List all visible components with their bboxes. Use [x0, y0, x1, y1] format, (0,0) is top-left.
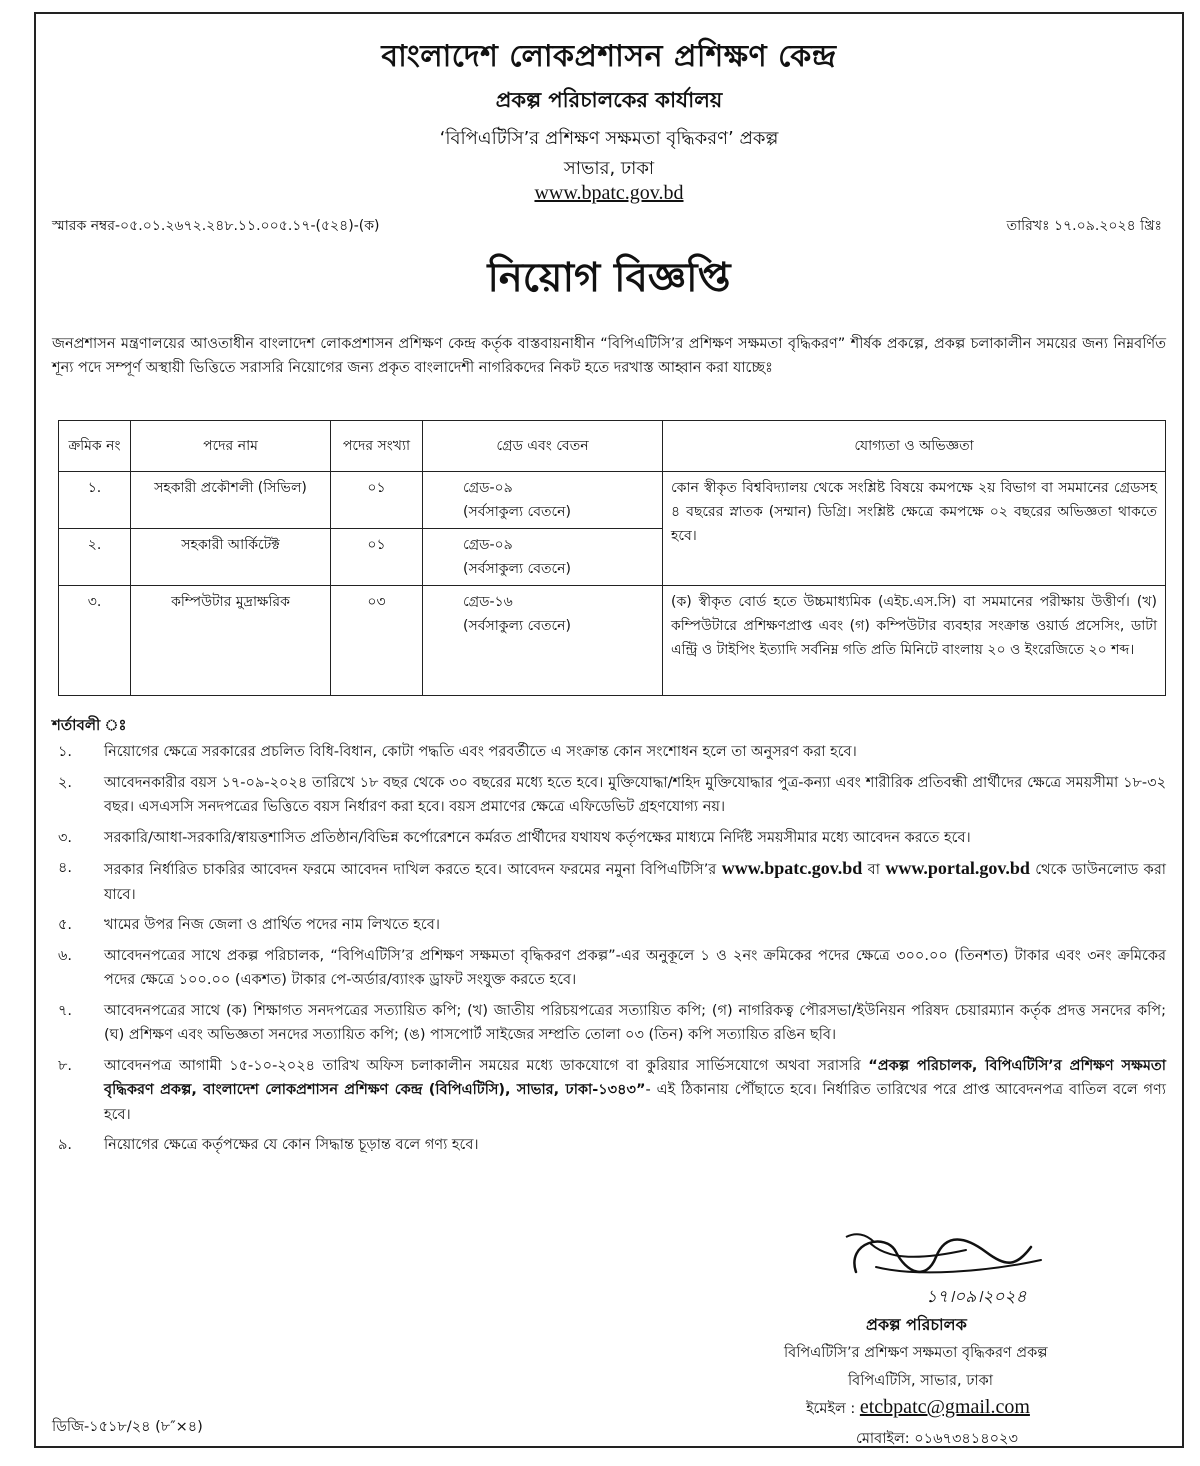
condition-text-part: সরকার নির্ধারিত চাকরির আবেদন ফরমে আবেদন দাখিল করতে হবে। আবেদন ফরমের নমুনা বিপিএটিসি’র: [104, 862, 722, 878]
condition-text: সরকারি/আধা-সরকারি/স্বায়ত্তশাসিত প্রতিষ্ঠান/বিভিন্ন কর্পোরেশনে কর্মরত প্রার্থীদের যথাযথ কর্তৃপক্ষের মাধ্যমে নির্দিষ্ট সময়সীমার মধ্যে আবেদন করতে হবে।: [104, 829, 971, 846]
signatory-mobile: মোবাইল: ০১৬৭৩৪১৪০২৩: [856, 1431, 1018, 1447]
portal-website-link[interactable]: www.portal.gov.bd: [885, 858, 1030, 878]
list-item: [52, 1133, 1166, 1158]
grade-label: গ্রেড-০৯: [463, 480, 513, 496]
memo-number: স্মারক নম্বর-০৫.০১.২৬৭২.২৪৮.১১.০০৫.১৭-(৫২৪)-(ক): [52, 218, 380, 234]
condition-text-part: থেকে ডাউনলোড করা যাবে।: [104, 862, 1166, 903]
condition-number: ৯.: [58, 1137, 73, 1153]
condition-number: ৪.: [58, 860, 73, 876]
condition-number: ১.: [58, 744, 73, 760]
condition-text: খামের উপর নিজ জেলা ও প্রার্থিত পদের নাম লিখতে হবে।: [104, 917, 440, 933]
condition-text-part: - এই ঠিকানায় পৌঁছাতে হবে। নির্ধারিত তারিখের পরে প্রাপ্ত আবেদনপত্র বাতিল বলে গণ্য হবে।: [104, 1082, 1167, 1123]
condition-text: আবেদনপত্রের সাথে প্রকল্প পরিচালক, “বিপিএটিসি’র প্রশিক্ষণ সক্ষমতা বৃদ্ধিকরণ প্রকল্প”-এর অনুকূলে ১ ও ২নং ক্রমিকের পদের ক্ষেত্রে ৩০০.০০ (তিনশত) টাকার এবং ৩নং ক্রমিকের পদের ক্ষেত্রে ১০০.০০ (একশত) টাকার পে-অর্ডার/ব্যাংক ড্রাফট সংযুক্ত করতে হবে।: [104, 947, 1166, 988]
email-link[interactable]: etcbpatc@gmail.com: [859, 1396, 1030, 1418]
header-qualification: যোগ্যতা ও অভিজ্ঞতা: [663, 421, 1166, 472]
condition-number: ৮.: [58, 1057, 73, 1074]
list-item: [52, 1054, 1166, 1128]
list-item: [52, 913, 1166, 938]
signature-image: [816, 1222, 1056, 1312]
list-item: [52, 999, 1166, 1048]
condition-number: ৭.: [58, 1002, 73, 1019]
list-item: [52, 944, 1166, 993]
pay-label: (সর্বসাকুল্য বেতনে): [463, 504, 571, 520]
application-address: “প্রকল্প পরিচালক, বিপিএটিসি’র প্রশিক্ষণ সক্ষমতা বৃদ্ধিকরণ প্রকল্প, বাংলাদেশ লোকপ্রশাসন প্রশিক্ষণ কেন্দ্র (বিপিএটিসি), সাভার, ঢাকা-১৩৪৩”: [104, 1057, 1166, 1098]
signatory-title: প্রকল্প পরিচালক: [866, 1315, 967, 1334]
cell-grade: [423, 529, 663, 586]
vacancy-table: [58, 420, 1166, 696]
grade-label: গ্রেড-১৬: [463, 594, 513, 610]
pay-label: (সর্বসাকুল্য বেতনে): [463, 561, 571, 577]
cell-qualification: (ক) স্বীকৃত বোর্ড হতে উচ্চমাধ্যমিক (এইচ.এস.সি) বা সমমানের পরীক্ষায় উত্তীর্ণ। (খ) কম্পিউটারে প্রশিক্ষণপ্রাপ্ত এবং (গ) কম্পিউটার ব্যবহার সংক্রান্ত ওয়ার্ড প্রসেসিং, ডাটা এন্ট্রি ও টাইপিং ইত্যাদি সর্বনিম্ন গতি প্রতি মিনিটে বাংলায় ২০ ও ইংরেজিতে ২০ শব্দ।: [663, 586, 1166, 696]
signature-date: ১৭।০৯।২০২৪: [926, 1287, 1027, 1307]
condition-text: নিয়োগের ক্ষেত্রে কর্তৃপক্ষের যে কোন সিদ্ধান্ত চূড়ান্ত বলে গণ্য হবে।: [104, 1137, 479, 1153]
signatory-project: বিপিএটিসি’র প্রশিক্ষণ সক্ষমতা বৃদ্ধিকরণ প্রকল্প: [784, 1345, 1048, 1361]
condition-text-part: বা: [862, 862, 886, 878]
cell-post: সহকারী আর্কিটেক্ট: [131, 529, 331, 586]
condition-text: [104, 1054, 1166, 1128]
email-label: ইমেইল :: [806, 1401, 860, 1417]
table-row: [59, 586, 1166, 696]
cell-count: ০৩: [331, 586, 423, 696]
organization-name: বাংলাদেশ লোকপ্রশাসন প্রশিক্ষণ কেন্দ্র: [381, 39, 837, 74]
dg-code: ডিজি-১৫১৮/২৪ (৮″×৪): [52, 1419, 203, 1435]
conditions-heading: শর্তাবলী ঃ: [52, 716, 127, 734]
conditions-list: [52, 740, 1166, 1164]
condition-text-part: আবেদনপত্র আগামী ১৫-১০-২০২৪ তারিখ অফিস চলাকালীন সময়ের মধ্যে ডাকযোগে বা কুরিয়ার সার্ভিসযোগে অথবা সরাসরি: [104, 1057, 869, 1074]
cell-serial: ২.: [59, 529, 131, 586]
condition-number: ৫.: [58, 917, 73, 933]
condition-number: ৩.: [58, 829, 73, 846]
cell-count: ০১: [331, 472, 423, 529]
signatory-place: বিপিএটিসি, সাভার, ঢাকা: [848, 1373, 993, 1389]
cell-serial: ৩.: [59, 586, 131, 696]
cell-grade: [423, 586, 663, 696]
cell-post: সহকারী প্রকৌশলী (সিভিল): [131, 472, 331, 529]
table-row: [59, 472, 1166, 529]
signatory-email: [806, 1396, 1030, 1422]
header-count: পদের সংখ্যা: [331, 421, 423, 472]
grade-label: গ্রেড-০৯: [463, 537, 513, 553]
condition-text: আবেদনকারীর বয়স ১৭-০৯-২০২৪ তারিখে ১৮ বছর থেকে ৩০ বছরের মধ্যে হতে হবে। মুক্তিযোদ্ধা/শহিদ মুক্তিযোদ্ধার পুত্র-কন্যা এবং শারীরিক প্রতিবন্ধী প্রার্থীদের ক্ষেত্রে সময়সীমা ১৮-৩২ বছর। এসএসসি সনদপত্রের ভিত্তিতে বয়স নির্ধারণ করা হবে। বয়স প্রমাণের ক্ষেত্রে এফিডেভিট গ্রহণযোগ্য নয়।: [104, 774, 1166, 815]
pay-label: (সর্বসাকুল্য বেতনে): [463, 618, 571, 634]
header-grade: গ্রেড এবং বেতন: [423, 421, 663, 472]
list-item: [52, 771, 1166, 820]
website-link[interactable]: www.bpatc.gov.bd: [534, 182, 684, 204]
condition-text: নিয়োগের ক্ষেত্রে সরকারের প্রচলিত বিধি-বিধান, কোটা পদ্ধতি এবং পরবর্তীতে এ সংক্রান্ত কোন সংশোধন হলে তা অনুসরণ করা হবে।: [104, 744, 857, 760]
list-item: [52, 826, 1166, 851]
condition-text: আবেদনপত্রের সাথে (ক) শিক্ষাগত সনদপত্রের সত্যায়িত কপি; (খ) জাতীয় পরিচয়পত্রের সত্যায়িত কপি; (গ) নাগরিকত্ব পৌরসভা/ইউনিয়ন পরিষদ চেয়ারম্যান কর্তৃক প্রদত্ত সনদের কপি; (ঘ) প্রশিক্ষণ এবং অভিজ্ঞতা সনদের সত্যায়িত কপি; (ঙ) পাসপোর্ট সাইজের সম্প্রতি তোলা ০৩ (তিন) কপি সত্যায়িত রঙিন ছবি।: [104, 1002, 1166, 1043]
header-post: পদের নাম: [131, 421, 331, 472]
condition-text: [104, 856, 1166, 907]
office-location: সাভার, ঢাকা: [563, 158, 655, 179]
page-title: নিয়োগ বিজ্ঞপ্তি: [487, 255, 731, 301]
office-name: প্রকল্প পরিচালকের কার্যালয়: [495, 88, 723, 112]
notice-date: তারিখঃ ১৭.০৯.২০২৪ খ্রিঃ: [1006, 218, 1162, 234]
cell-count: ০১: [331, 529, 423, 586]
notice-frame: [34, 12, 1184, 1448]
bpatc-website-link[interactable]: www.bpatc.gov.bd: [721, 858, 863, 878]
condition-number: ২.: [58, 774, 73, 791]
cell-grade: [423, 472, 663, 529]
list-item: [52, 740, 1166, 765]
project-name: ‘বিপিএটিসি’র প্রশিক্ষণ সক্ষমতা বৃদ্ধিকরণ’ প্রকল্প: [439, 128, 779, 149]
cell-post: কম্পিউটার মুদ্রাক্ষরিক: [131, 586, 331, 696]
list-item: [52, 856, 1166, 907]
condition-number: ৬.: [58, 947, 73, 964]
intro-paragraph: জনপ্রশাসন মন্ত্রণালয়ের আওতাধীন বাংলাদেশ লোকপ্রশাসন প্রশিক্ষণ কেন্দ্র কর্তৃক বাস্তবায়নাধীন “বিপিএটিসি’র প্রশিক্ষণ সক্ষমতা বৃদ্ধিকরণ” শীর্ষক প্রকল্পে, প্রকল্প চলাকালীন সময়ের জন্য নিম্নবর্ণিত শূন্য পদে সম্পূর্ণ অস্থায়ী ভিত্তিতে সরাসরি নিয়োগের জন্য প্রকৃত বাংলাদেশী নাগরিকদের নিকট হতে দরখাস্ত আহ্বান করা যাচ্ছেঃ: [52, 336, 1166, 376]
cell-qualification: কোন স্বীকৃত বিশ্ববিদ্যালয় থেকে সংশ্লিষ্ট বিষয়ে কমপক্ষে ২য় বিভাগ বা সমমানের গ্রেডসহ ৪ বছরের স্নাতক (সম্মান) ডিগ্রি। সংশ্লিষ্ট ক্ষেত্রে কমপক্ষে ০২ বছরের অভিজ্ঞতা থাকতে হবে।: [663, 472, 1166, 586]
cell-serial: ১.: [59, 472, 131, 529]
table-header-row: [59, 421, 1166, 472]
header-serial: ক্রমিক নং: [59, 421, 131, 472]
